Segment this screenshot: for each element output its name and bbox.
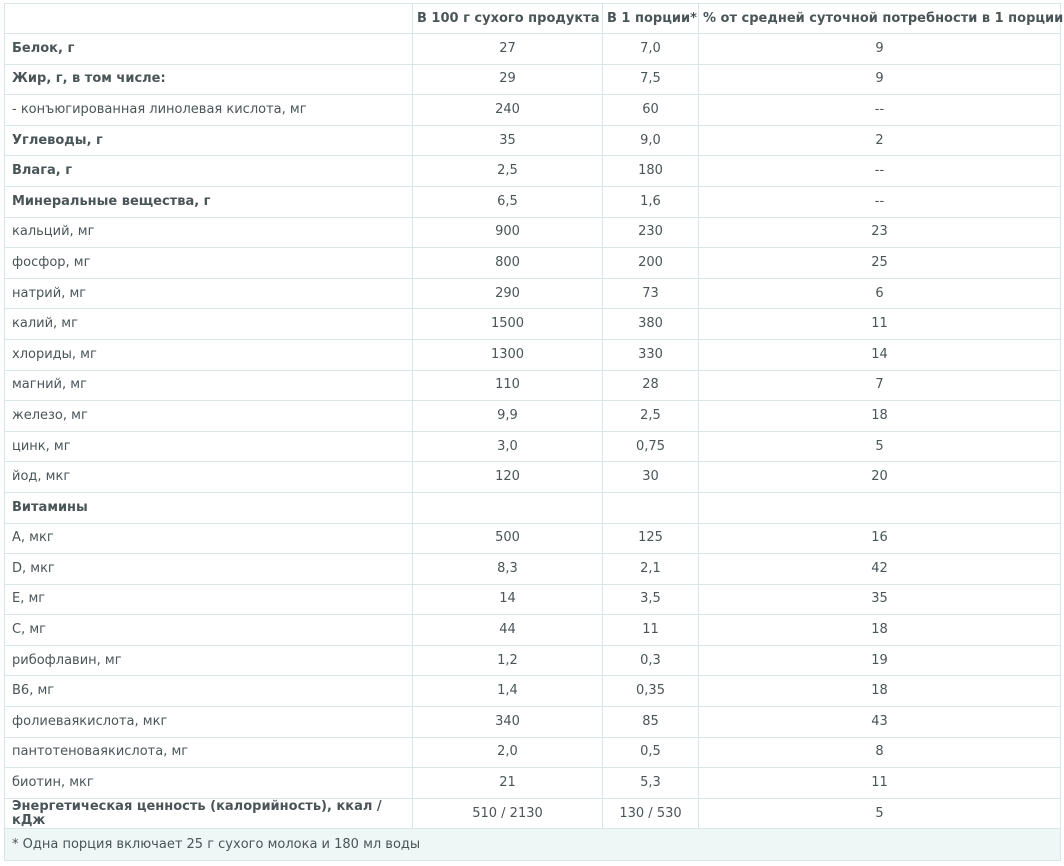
value-daily-percent: 35 <box>699 584 1061 615</box>
value-daily-percent: 9 <box>699 34 1061 65</box>
table-row <box>5 798 1061 829</box>
table-header-row <box>5 4 1061 34</box>
value-daily-percent: 18 <box>699 401 1061 432</box>
table-row <box>5 768 1061 799</box>
table-row <box>5 431 1061 462</box>
row-label: йод, мкг <box>5 462 413 493</box>
table-row <box>5 492 1061 523</box>
value-per-100g: 900 <box>413 217 603 248</box>
value-per-100g: 1,4 <box>413 676 603 707</box>
value-daily-percent: 8 <box>699 737 1061 768</box>
value-daily-percent: -- <box>699 156 1061 187</box>
row-label: хлориды, мг <box>5 339 413 370</box>
row-label: Жир, г, в том числе: <box>5 64 413 95</box>
value-daily-percent: 16 <box>699 523 1061 554</box>
value-per-100g: 340 <box>413 707 603 738</box>
footnote: * Одна порция включает 25 г сухого молока и 180 мл воды <box>5 829 1061 861</box>
value-daily-percent: 18 <box>699 615 1061 646</box>
value-daily-percent: 19 <box>699 645 1061 676</box>
value-daily-percent: 43 <box>699 707 1061 738</box>
row-label: кальций, мг <box>5 217 413 248</box>
value-per-portion: 2,5 <box>603 401 699 432</box>
header-per-100g: В 100 г сухого продукта <box>413 4 603 34</box>
value-per-portion: 7,0 <box>603 34 699 65</box>
row-label: B6, мг <box>5 676 413 707</box>
value-daily-percent: 2 <box>699 125 1061 156</box>
value-per-100g: 290 <box>413 278 603 309</box>
table-body <box>5 34 1061 829</box>
table-row <box>5 615 1061 646</box>
value-per-100g: 3,0 <box>413 431 603 462</box>
row-label: железо, мг <box>5 401 413 432</box>
value-per-portion: 380 <box>603 309 699 340</box>
value-daily-percent: 7 <box>699 370 1061 401</box>
row-label: A, мкг <box>5 523 413 554</box>
value-per-portion: 2,1 <box>603 554 699 585</box>
value-daily-percent: 6 <box>699 278 1061 309</box>
value-per-portion: 5,3 <box>603 768 699 799</box>
table-row <box>5 278 1061 309</box>
value-per-100g: 29 <box>413 64 603 95</box>
value-per-portion: 0,5 <box>603 737 699 768</box>
row-label: биотин, мкг <box>5 768 413 799</box>
table-row <box>5 34 1061 65</box>
value-daily-percent: 25 <box>699 248 1061 279</box>
value-per-100g: 6,5 <box>413 186 603 217</box>
value-daily-percent: -- <box>699 186 1061 217</box>
value-per-100g: 8,3 <box>413 554 603 585</box>
value-per-100g: 44 <box>413 615 603 646</box>
value-per-portion: 30 <box>603 462 699 493</box>
value-per-portion: 230 <box>603 217 699 248</box>
table-row <box>5 554 1061 585</box>
value-per-portion: 11 <box>603 615 699 646</box>
row-label: цинк, мг <box>5 431 413 462</box>
value-per-100g: 2,5 <box>413 156 603 187</box>
row-label: пантотеноваякислота, мг <box>5 737 413 768</box>
row-label: - конъюгированная линолевая кислота, мг <box>5 95 413 126</box>
table-row <box>5 217 1061 248</box>
row-label: Углеводы, г <box>5 125 413 156</box>
value-per-100g: 800 <box>413 248 603 279</box>
table-row <box>5 125 1061 156</box>
table-row <box>5 523 1061 554</box>
row-label: Минеральные вещества, г <box>5 186 413 217</box>
value-per-portion: 85 <box>603 707 699 738</box>
nutrition-table-container <box>4 3 1064 861</box>
value-daily-percent <box>699 492 1061 523</box>
footnote-row <box>5 829 1061 861</box>
value-per-100g: 27 <box>413 34 603 65</box>
value-daily-percent: 14 <box>699 339 1061 370</box>
row-label: Влага, г <box>5 156 413 187</box>
table-row <box>5 401 1061 432</box>
value-per-100g: 35 <box>413 125 603 156</box>
table-row <box>5 156 1061 187</box>
value-daily-percent: 11 <box>699 309 1061 340</box>
table-row <box>5 462 1061 493</box>
value-per-portion: 9,0 <box>603 125 699 156</box>
value-per-portion <box>603 492 699 523</box>
table-row <box>5 339 1061 370</box>
row-label: E, мг <box>5 584 413 615</box>
row-label: Энергетическая ценность (калорийность), ккал /кДж <box>5 798 413 829</box>
value-per-100g <box>413 492 603 523</box>
nutrition-table <box>4 3 1064 861</box>
value-per-portion: 130 / 530 <box>603 798 699 829</box>
value-per-portion: 3,5 <box>603 584 699 615</box>
row-label: рибофлавин, мг <box>5 645 413 676</box>
table-row <box>5 737 1061 768</box>
value-per-portion: 73 <box>603 278 699 309</box>
row-label: Витамины <box>5 492 413 523</box>
value-per-100g: 9,9 <box>413 401 603 432</box>
value-per-portion: 0,35 <box>603 676 699 707</box>
value-daily-percent: 11 <box>699 768 1061 799</box>
value-per-portion: 180 <box>603 156 699 187</box>
row-label: C, мг <box>5 615 413 646</box>
table-row <box>5 370 1061 401</box>
row-label: D, мкг <box>5 554 413 585</box>
row-label: фолиеваякислота, мкг <box>5 707 413 738</box>
value-per-portion: 28 <box>603 370 699 401</box>
value-per-100g: 500 <box>413 523 603 554</box>
value-per-100g: 1500 <box>413 309 603 340</box>
table-row <box>5 309 1061 340</box>
value-per-100g: 120 <box>413 462 603 493</box>
value-per-portion: 0,3 <box>603 645 699 676</box>
value-per-portion: 1,6 <box>603 186 699 217</box>
row-label: калий, мг <box>5 309 413 340</box>
value-daily-percent: 20 <box>699 462 1061 493</box>
table-row <box>5 95 1061 126</box>
table-row <box>5 248 1061 279</box>
value-daily-percent: -- <box>699 95 1061 126</box>
value-per-100g: 21 <box>413 768 603 799</box>
value-per-100g: 1300 <box>413 339 603 370</box>
row-label: Белок, г <box>5 34 413 65</box>
table-row <box>5 186 1061 217</box>
value-per-portion: 60 <box>603 95 699 126</box>
value-per-100g: 240 <box>413 95 603 126</box>
value-daily-percent: 5 <box>699 798 1061 829</box>
table-row <box>5 676 1061 707</box>
value-daily-percent: 5 <box>699 431 1061 462</box>
table-row <box>5 707 1061 738</box>
value-per-portion: 200 <box>603 248 699 279</box>
header-per-portion: В 1 порции* <box>603 4 699 34</box>
header-daily-percent: % от средней суточной потребности в 1 порции <box>699 4 1061 34</box>
value-per-portion: 125 <box>603 523 699 554</box>
value-daily-percent: 18 <box>699 676 1061 707</box>
table-row <box>5 645 1061 676</box>
value-daily-percent: 9 <box>699 64 1061 95</box>
value-per-100g: 14 <box>413 584 603 615</box>
table-row <box>5 584 1061 615</box>
table-row <box>5 64 1061 95</box>
value-per-100g: 110 <box>413 370 603 401</box>
value-per-100g: 2,0 <box>413 737 603 768</box>
value-per-100g: 1,2 <box>413 645 603 676</box>
value-per-portion: 330 <box>603 339 699 370</box>
value-per-100g: 510 / 2130 <box>413 798 603 829</box>
value-daily-percent: 42 <box>699 554 1061 585</box>
row-label: магний, мг <box>5 370 413 401</box>
row-label: фосфор, мг <box>5 248 413 279</box>
row-label: натрий, мг <box>5 278 413 309</box>
header-label <box>5 4 413 34</box>
value-per-portion: 7,5 <box>603 64 699 95</box>
value-daily-percent: 23 <box>699 217 1061 248</box>
value-per-portion: 0,75 <box>603 431 699 462</box>
